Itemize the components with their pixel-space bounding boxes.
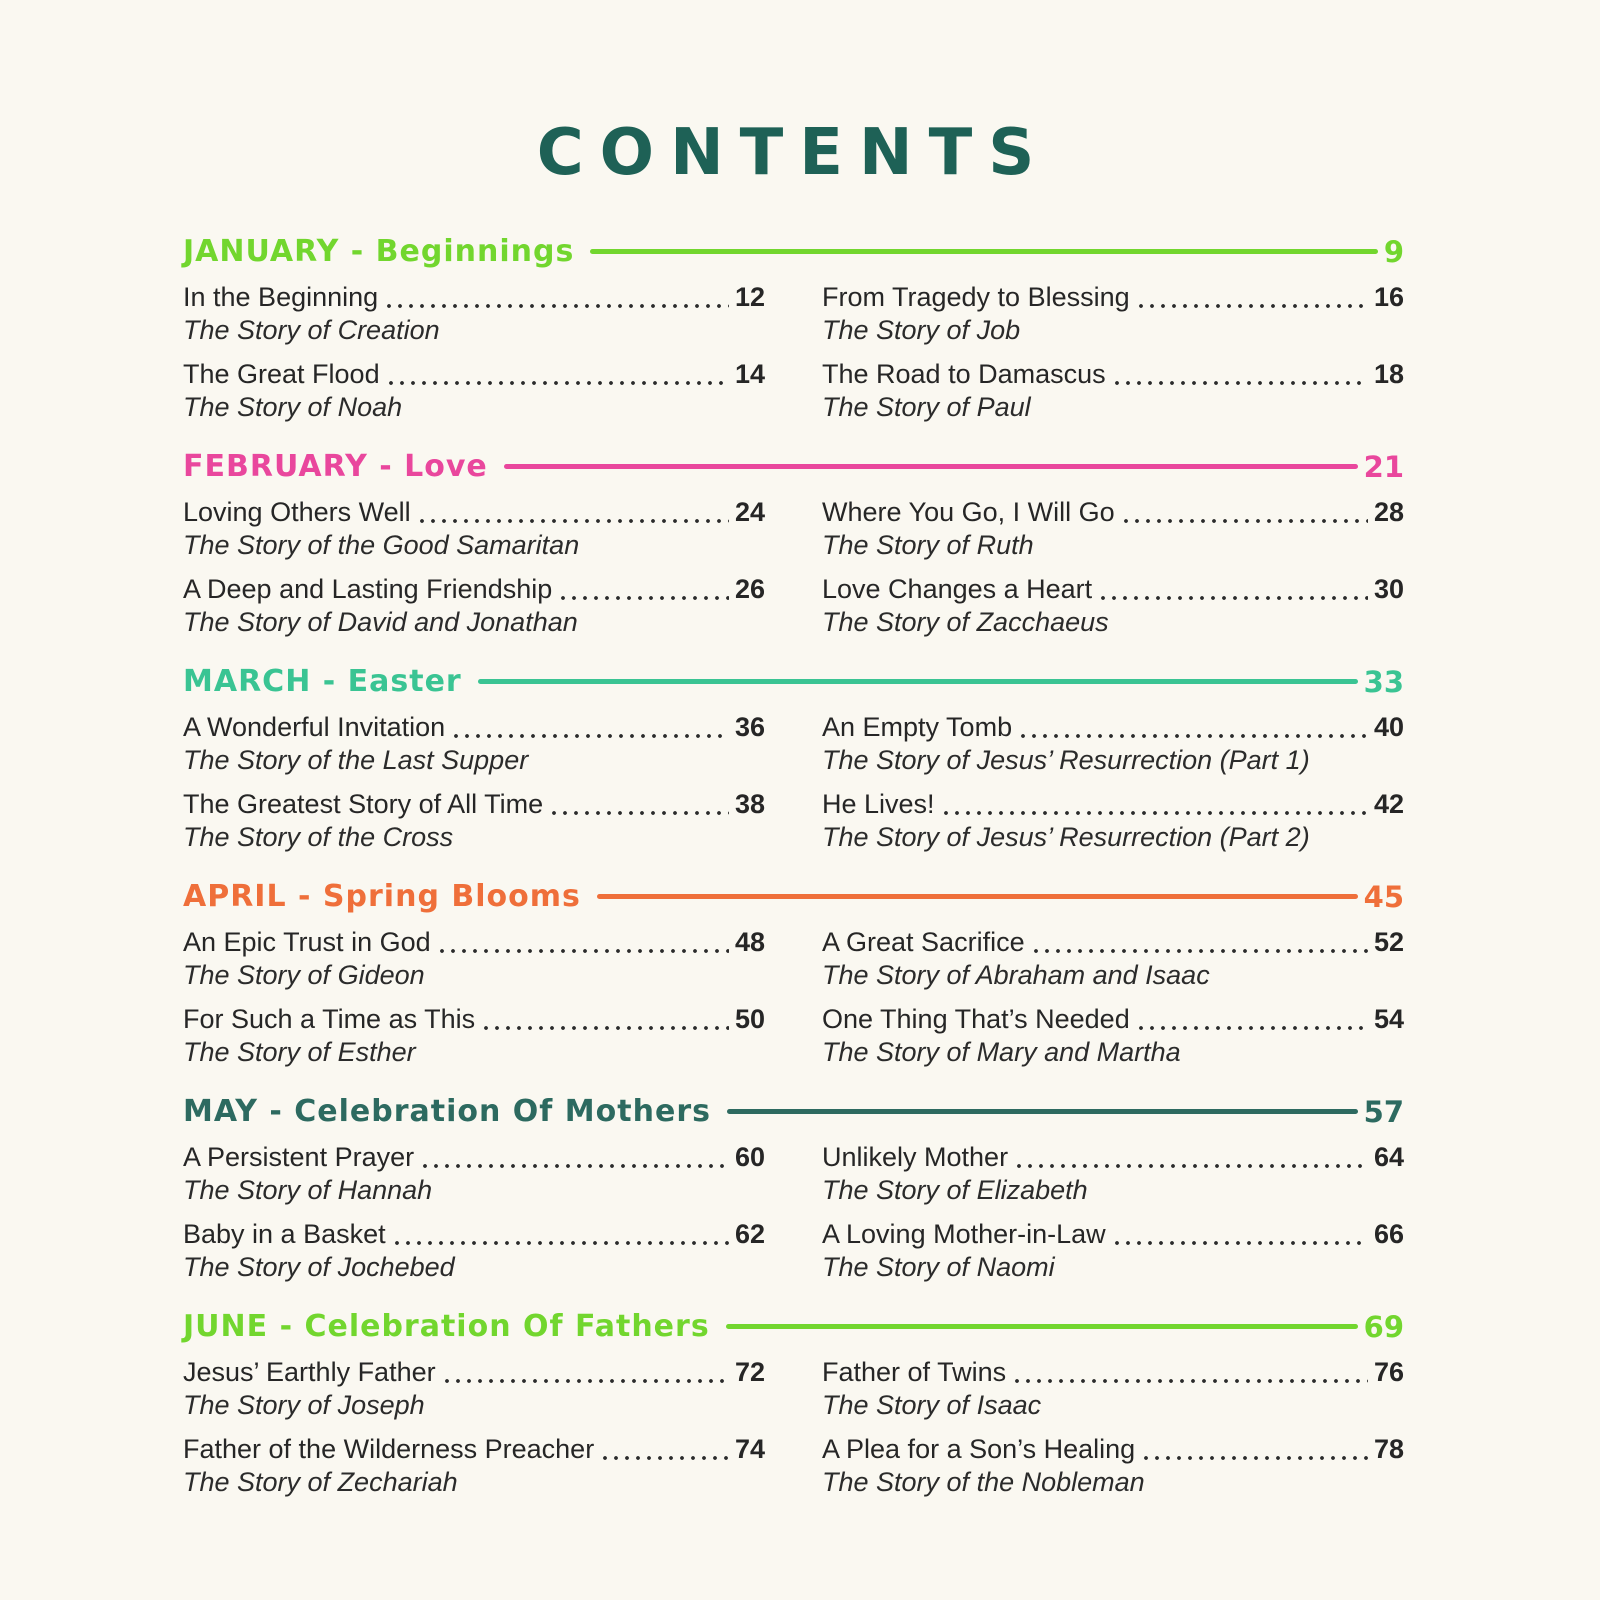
entry-subtitle: The Story of Noah bbox=[183, 392, 403, 422]
dot-leader bbox=[1101, 596, 1368, 600]
toc-entry bbox=[183, 573, 765, 639]
dot-leader bbox=[1015, 1379, 1368, 1383]
section-header bbox=[183, 234, 1404, 269]
toc-entry bbox=[822, 1218, 1404, 1284]
entry-title: He Lives! bbox=[822, 789, 935, 819]
section-entries bbox=[183, 711, 1404, 854]
entry-subtitle: The Story of Joseph bbox=[183, 1390, 425, 1420]
entry-line bbox=[183, 788, 765, 821]
entry-line bbox=[183, 1218, 765, 1251]
dot-leader bbox=[1139, 304, 1368, 308]
entry-title: A Persistent Prayer bbox=[183, 1142, 415, 1172]
entry-page-number: 14 bbox=[734, 359, 765, 389]
entry-title: The Greatest Story of All Time bbox=[183, 789, 544, 819]
toc-entry bbox=[822, 788, 1404, 854]
section-rule bbox=[590, 249, 1377, 254]
dot-leader bbox=[603, 1456, 729, 1460]
dot-leader bbox=[387, 304, 729, 308]
toc-entry bbox=[183, 1356, 765, 1422]
dot-leader bbox=[1115, 1241, 1368, 1245]
entry-page-number: 40 bbox=[1373, 712, 1404, 742]
dot-leader bbox=[1144, 1456, 1368, 1460]
page-title: CONTENTS bbox=[536, 116, 1051, 190]
dot-leader bbox=[1115, 381, 1368, 385]
entry-title: The Great Flood bbox=[183, 359, 380, 389]
section-header bbox=[183, 1309, 1404, 1344]
dot-leader bbox=[1124, 519, 1368, 523]
entry-title: An Epic Trust in God bbox=[183, 927, 431, 957]
entry-title: A Deep and Lasting Friendship bbox=[183, 574, 553, 604]
entry-subtitle: The Story of Hannah bbox=[183, 1175, 433, 1205]
toc-entry bbox=[183, 926, 765, 992]
entry-title: A Great Sacrifice bbox=[822, 927, 1025, 957]
entry-page-number: 62 bbox=[734, 1219, 765, 1249]
entry-subtitle: The Story of the Last Supper bbox=[183, 745, 529, 775]
section-label: MAY - Celebration Of Mothers bbox=[183, 1094, 711, 1129]
entry-subtitle: The Story of Ruth bbox=[822, 530, 1034, 560]
toc-entry bbox=[183, 281, 765, 347]
entry-page-number: 72 bbox=[734, 1357, 765, 1387]
entry-page-number: 64 bbox=[1373, 1142, 1404, 1172]
toc-entry bbox=[822, 1141, 1404, 1207]
entry-page-number: 18 bbox=[1373, 359, 1404, 389]
entry-title: For Such a Time as This bbox=[183, 1004, 476, 1034]
entry-title: Loving Others Well bbox=[183, 497, 411, 527]
entry-title: Where You Go, I Will Go bbox=[822, 497, 1115, 527]
section-header bbox=[183, 664, 1404, 699]
entry-page-number: 74 bbox=[734, 1434, 765, 1464]
section-entries bbox=[183, 496, 1404, 639]
entry-title: A Loving Mother-in-Law bbox=[822, 1219, 1106, 1249]
entry-subtitle: The Story of Abraham and Isaac bbox=[822, 960, 1210, 990]
entry-line bbox=[822, 281, 1404, 314]
section-header bbox=[183, 1094, 1404, 1129]
entry-title: An Empty Tomb bbox=[822, 712, 1013, 742]
entry-line bbox=[822, 496, 1404, 529]
dot-leader bbox=[1034, 949, 1368, 953]
dot-leader bbox=[440, 949, 729, 953]
entry-page-number: 42 bbox=[1373, 789, 1404, 819]
section-header bbox=[183, 879, 1404, 914]
toc-entry bbox=[822, 496, 1404, 562]
entry-line bbox=[822, 1433, 1404, 1466]
dot-leader bbox=[484, 1026, 729, 1030]
entry-title: From Tragedy to Blessing bbox=[822, 282, 1130, 312]
toc-sections bbox=[183, 234, 1404, 1499]
section-entries bbox=[183, 281, 1404, 424]
entry-page-number: 60 bbox=[734, 1142, 765, 1172]
toc-section bbox=[183, 449, 1404, 639]
entry-page-number: 26 bbox=[734, 574, 765, 604]
entry-page-number: 78 bbox=[1373, 1434, 1404, 1464]
entry-subtitle: The Story of Naomi bbox=[822, 1252, 1055, 1282]
section-header bbox=[183, 449, 1404, 484]
section-page-number: 33 bbox=[1363, 664, 1404, 699]
entry-title: A Plea for a Son’s Healing bbox=[822, 1434, 1136, 1464]
entry-line bbox=[822, 1141, 1404, 1174]
dot-leader bbox=[420, 519, 729, 523]
toc-entry bbox=[183, 1433, 765, 1499]
section-label: JUNE - Celebration Of Fathers bbox=[183, 1309, 710, 1344]
entry-subtitle: The Story of Jochebed bbox=[183, 1252, 455, 1282]
entry-subtitle: The Story of the Good Samaritan bbox=[183, 530, 580, 560]
dot-leader bbox=[389, 381, 729, 385]
entry-line bbox=[822, 711, 1404, 744]
section-label: MARCH - Easter bbox=[183, 664, 462, 699]
toc-section bbox=[183, 1094, 1404, 1284]
section-rule bbox=[726, 1324, 1358, 1329]
entry-subtitle: The Story of Jesus’ Resurrection (Part 2) bbox=[822, 822, 1310, 852]
entry-title: The Road to Damascus bbox=[822, 359, 1106, 389]
section-rule bbox=[597, 894, 1358, 899]
section-rule bbox=[727, 1109, 1358, 1114]
toc-entry bbox=[822, 1003, 1404, 1069]
toc-section bbox=[183, 1309, 1404, 1499]
entry-line bbox=[183, 1003, 765, 1036]
entry-subtitle: The Story of Zacchaeus bbox=[822, 607, 1109, 637]
toc-entry bbox=[183, 1141, 765, 1207]
dot-leader bbox=[1139, 1026, 1368, 1030]
entry-page-number: 24 bbox=[734, 497, 765, 527]
toc-entry bbox=[822, 573, 1404, 639]
entry-line bbox=[183, 926, 765, 959]
dot-leader bbox=[944, 811, 1368, 815]
dot-leader bbox=[1017, 1164, 1368, 1168]
section-rule bbox=[478, 679, 1358, 684]
dot-leader bbox=[454, 734, 729, 738]
entry-line bbox=[822, 1003, 1404, 1036]
dot-leader bbox=[423, 1164, 729, 1168]
section-rule bbox=[504, 464, 1358, 469]
section-label: APRIL - Spring Blooms bbox=[183, 879, 581, 914]
entry-line bbox=[183, 358, 765, 391]
section-page-number: 9 bbox=[1383, 234, 1404, 269]
dot-leader bbox=[395, 1241, 729, 1245]
entry-line bbox=[822, 573, 1404, 606]
entry-title: Unlikely Mother bbox=[822, 1142, 1009, 1172]
toc-entry bbox=[183, 358, 765, 424]
toc-entry bbox=[822, 926, 1404, 992]
entry-subtitle: The Story of Isaac bbox=[822, 1390, 1042, 1420]
entry-page-number: 16 bbox=[1373, 282, 1404, 312]
entry-subtitle: The Story of Mary and Martha bbox=[822, 1037, 1181, 1067]
dot-leader bbox=[552, 811, 729, 815]
entry-subtitle: The Story of Creation bbox=[183, 315, 440, 345]
entry-title: Father of the Wilderness Preacher bbox=[183, 1434, 595, 1464]
toc-section bbox=[183, 664, 1404, 854]
toc-section bbox=[183, 879, 1404, 1069]
section-label: JANUARY - Beginnings bbox=[183, 234, 575, 269]
entry-subtitle: The Story of Elizabeth bbox=[822, 1175, 1088, 1205]
entry-subtitle: The Story of Job bbox=[822, 315, 1021, 345]
toc-entry bbox=[822, 358, 1404, 424]
section-page-number: 69 bbox=[1363, 1309, 1404, 1344]
entry-line bbox=[183, 1356, 765, 1389]
dot-leader bbox=[1021, 734, 1368, 738]
toc-entry bbox=[183, 788, 765, 854]
toc-entry bbox=[822, 281, 1404, 347]
entry-subtitle: The Story of Gideon bbox=[183, 960, 425, 990]
toc-entry bbox=[183, 1218, 765, 1284]
entry-title: Baby in a Basket bbox=[183, 1219, 386, 1249]
entry-title: One Thing That’s Needed bbox=[822, 1004, 1130, 1034]
entry-line bbox=[822, 1356, 1404, 1389]
entry-title: Love Changes a Heart bbox=[822, 574, 1093, 604]
dot-leader bbox=[561, 596, 729, 600]
toc-entry bbox=[822, 1356, 1404, 1422]
entry-title: In the Beginning bbox=[183, 282, 379, 312]
entry-page-number: 38 bbox=[734, 789, 765, 819]
entry-subtitle: The Story of Zechariah bbox=[183, 1467, 458, 1497]
entry-subtitle: The Story of the Cross bbox=[183, 822, 454, 852]
entry-page-number: 36 bbox=[734, 712, 765, 742]
entry-line bbox=[183, 1433, 765, 1466]
entry-line bbox=[822, 788, 1404, 821]
section-label: FEBRUARY - Love bbox=[183, 449, 488, 484]
section-entries bbox=[183, 1141, 1404, 1284]
entry-line bbox=[183, 281, 765, 314]
section-page-number: 57 bbox=[1363, 1094, 1404, 1129]
dot-leader bbox=[445, 1379, 729, 1383]
entry-page-number: 76 bbox=[1373, 1357, 1404, 1387]
section-entries bbox=[183, 926, 1404, 1069]
entry-page-number: 48 bbox=[734, 927, 765, 957]
entry-page-number: 54 bbox=[1373, 1004, 1404, 1034]
entry-line bbox=[822, 926, 1404, 959]
entry-line bbox=[822, 1218, 1404, 1251]
entry-line bbox=[183, 711, 765, 744]
toc-section bbox=[183, 234, 1404, 424]
entry-title: Jesus’ Earthly Father bbox=[183, 1357, 436, 1387]
entry-page-number: 66 bbox=[1373, 1219, 1404, 1249]
entry-page-number: 50 bbox=[734, 1004, 765, 1034]
toc-entry bbox=[183, 711, 765, 777]
entry-subtitle: The Story of Esther bbox=[183, 1037, 416, 1067]
entry-page-number: 12 bbox=[734, 282, 765, 312]
entry-title: A Wonderful Invitation bbox=[183, 712, 446, 742]
entry-line bbox=[183, 496, 765, 529]
entry-subtitle: The Story of David and Jonathan bbox=[183, 607, 578, 637]
entry-page-number: 30 bbox=[1373, 574, 1404, 604]
section-page-number: 45 bbox=[1363, 879, 1404, 914]
entry-line bbox=[822, 358, 1404, 391]
section-entries bbox=[183, 1356, 1404, 1499]
section-page-number: 21 bbox=[1363, 449, 1404, 484]
toc-entry bbox=[822, 711, 1404, 777]
toc-entry bbox=[183, 1003, 765, 1069]
entry-line bbox=[183, 573, 765, 606]
entry-page-number: 52 bbox=[1373, 927, 1404, 957]
entry-subtitle: The Story of the Nobleman bbox=[822, 1467, 1145, 1497]
toc-entry bbox=[183, 496, 765, 562]
entry-title: Father of Twins bbox=[822, 1357, 1007, 1387]
toc-entry bbox=[822, 1433, 1404, 1499]
entry-subtitle: The Story of Jesus’ Resurrection (Part 1) bbox=[822, 745, 1310, 775]
entry-line bbox=[183, 1141, 765, 1174]
entry-subtitle: The Story of Paul bbox=[822, 392, 1031, 422]
entry-page-number: 28 bbox=[1373, 497, 1404, 527]
